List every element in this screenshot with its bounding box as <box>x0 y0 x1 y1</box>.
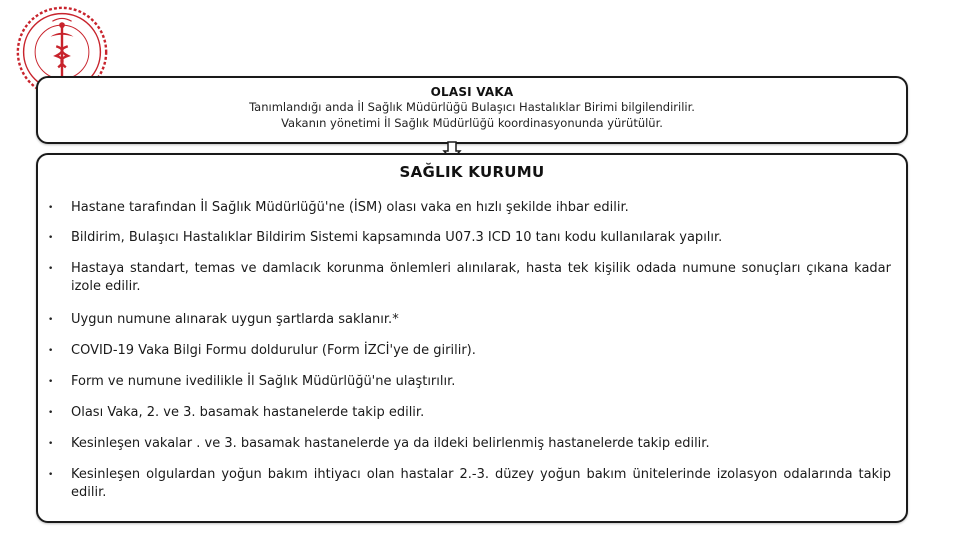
list-item-text: Bildirim, Bulaşıcı Hastalıklar Bildirim Sistemi kapsamında U07.3 ICD 10 tanı kodu kullanılarak yapılır. <box>71 230 723 245</box>
list-item-text: COVID-19 Vaka Bilgi Formu doldurulur (Form İZCİ'ye de girilir). <box>71 343 476 358</box>
bullet: • <box>48 346 54 356</box>
bullet: • <box>48 439 54 449</box>
possible-case-line-1: Tanımlandığı anda İl Sağlık Müdürlüğü Bulaşıcı Hastalıklar Birimi bilgilendirilir. <box>249 100 695 114</box>
possible-case-box <box>36 76 908 144</box>
bullet: • <box>48 408 54 418</box>
bullet: • <box>48 315 54 325</box>
list-item-text: Olası Vaka, 2. ve 3. basamak hastanelerde takip edilir. <box>71 405 425 420</box>
bullet: • <box>48 470 54 480</box>
health-institution-box <box>36 153 908 523</box>
possible-case-title: OLASI VAKA <box>430 85 514 99</box>
list-item-text: Form ve numune ivedilikle İl Sağlık Müdürlüğü'ne ulaştırılır. <box>71 374 456 389</box>
list-item-text: Kesinleşen olgulardan yoğun bakım ihtiyacı olan hastalar 2.-3. düzey yoğun bakım ünitelerinde izolasyon odalarında takip edilir. <box>71 467 891 500</box>
bullet: • <box>48 377 54 387</box>
health-institution-title: SAĞLIK KURUMU <box>399 163 545 181</box>
bullet: • <box>48 264 54 274</box>
list-item-text: Uygun numune alınarak uygun şartlarda saklanır.* <box>71 312 399 327</box>
possible-case-line-2: Vakanın yönetimi İl Sağlık Müdürlüğü koordinasyonunda yürütülür. <box>281 116 663 130</box>
list-item-text: Hastane tarafından İl Sağlık Müdürlüğü'ne (İSM) olası vaka en hızlı şekilde ihbar edilir. <box>71 200 629 215</box>
list-item-text: Kesinleşen vakalar . ve 3. basamak hastanelerde ya da ildeki belirlenmiş hastanelerde takip edilir. <box>71 436 710 451</box>
bullet: • <box>48 203 54 213</box>
bullet: • <box>48 233 54 243</box>
list-item-text: Hastaya standart, temas ve damlacık korunma önlemleri alınılarak, hasta tek kişilik odada numune sonuçları çıkana kadar izole edilir. <box>71 261 891 294</box>
